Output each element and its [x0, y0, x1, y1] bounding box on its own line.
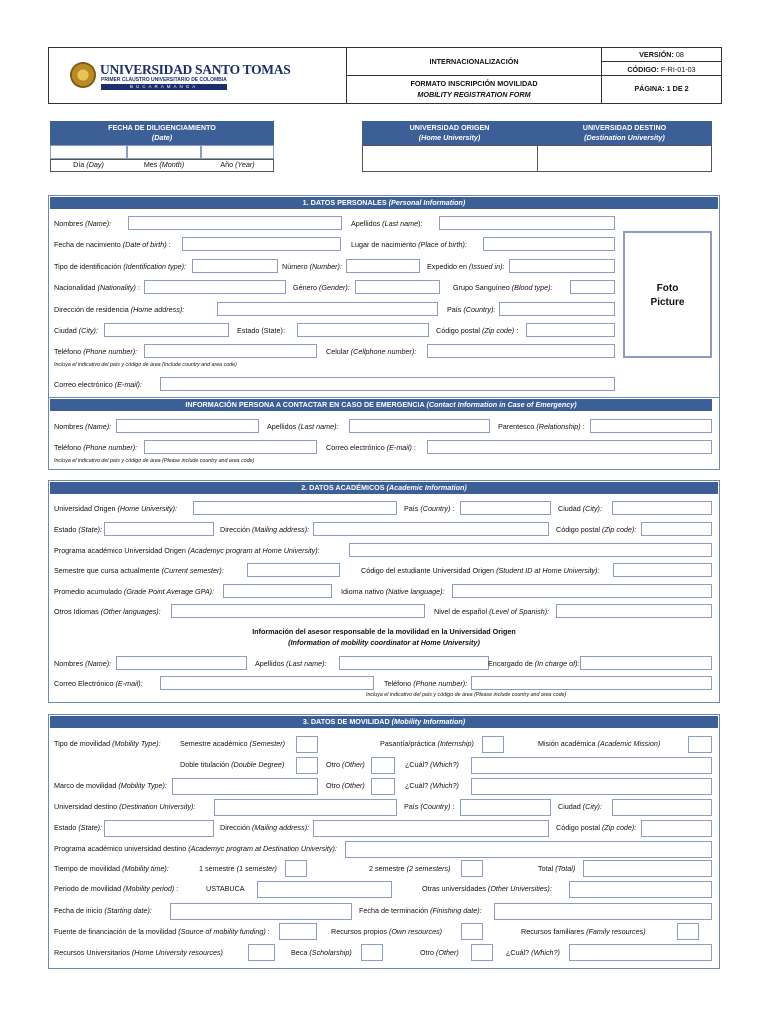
advisor-email-input[interactable] — [160, 676, 374, 690]
mobility-mission-checkbox[interactable] — [688, 736, 712, 753]
mobility-state-input[interactable] — [104, 820, 214, 837]
personal-names-input[interactable] — [128, 216, 342, 230]
date-bar: FECHA DE DILIGENCIAMIENTO (Date) — [50, 121, 274, 145]
personal-country-input[interactable] — [499, 302, 615, 316]
mobility-scholarship-checkbox[interactable] — [361, 944, 383, 961]
mobility-own-checkbox[interactable] — [461, 923, 483, 940]
destination-university-input[interactable] — [537, 145, 712, 172]
mobility-funding-input[interactable] — [279, 923, 317, 940]
destination-university-bar: UNIVERSIDAD DESTINO (Destination University) — [537, 121, 712, 145]
personal-issued-input[interactable] — [509, 259, 615, 273]
mobility-uni-res-checkbox[interactable] — [248, 944, 275, 961]
mobility-funding-other-checkbox[interactable] — [471, 944, 493, 961]
header-form-title: FORMATO INSCRIPCIÓN MOVILIDAD — [410, 79, 538, 88]
mobility-country-input[interactable] — [460, 799, 551, 816]
date-year-label: Año (Year) — [220, 160, 255, 169]
personal-birthplace-input[interactable] — [483, 237, 615, 251]
mobility-double-checkbox[interactable] — [296, 757, 318, 774]
logo-name: UNIVERSIDAD SANTO TOMAS — [100, 62, 291, 77]
logo-sub: PRIMER CLAUSTRO UNIVERSITARIO DE COLOMBIA — [101, 77, 227, 83]
academic-state-input[interactable] — [104, 522, 214, 536]
personal-address-input[interactable] — [217, 302, 438, 316]
mobility-program-input[interactable] — [345, 841, 712, 858]
header-form-title-en: MOBILITY REGISTRATION FORM — [417, 90, 531, 99]
origin-university-input[interactable] — [362, 145, 538, 172]
date-day-label: Día (Day) — [73, 160, 104, 169]
academic-country-input[interactable] — [460, 501, 551, 515]
personal-city-input[interactable] — [104, 323, 229, 337]
emergency-relation-input[interactable] — [590, 419, 712, 433]
personal-idnumber-input[interactable] — [346, 259, 420, 273]
academic-zip-input[interactable] — [641, 522, 712, 536]
emergency-section-title: INFORMACIÓN PERSONA A CONTACTAR EN CASO DE EMERGENCIA (Contact Information in Case of Emergency) — [50, 399, 712, 411]
mobility-semester-checkbox[interactable] — [296, 736, 318, 753]
mobility-one-sem-checkbox[interactable] — [285, 860, 307, 877]
date-month-input[interactable] — [127, 145, 201, 159]
logo-city: BUCARAMANGA — [130, 84, 199, 89]
personal-phone-input[interactable] — [144, 344, 317, 358]
academic-spanish-input[interactable] — [556, 604, 712, 618]
advisor-names-input[interactable] — [116, 656, 247, 670]
academic-semester-input[interactable] — [247, 563, 340, 577]
academic-gpa-input[interactable] — [223, 584, 332, 598]
date-day-input[interactable] — [50, 145, 127, 159]
personal-zip-input[interactable] — [526, 323, 615, 337]
mobility-other-checkbox[interactable] — [371, 757, 395, 774]
personal-idtype-input[interactable] — [192, 259, 278, 273]
header-dept: INTERNACIONALIZACIÓN — [429, 57, 519, 66]
personal-gender-input[interactable] — [355, 280, 440, 294]
mobility-ustabuca-input[interactable] — [257, 881, 392, 898]
personal-nationality-input[interactable] — [144, 280, 286, 294]
personal-section-title: 1. DATOS PERSONALES (Personal Information) — [50, 197, 718, 209]
academic-student-code-input[interactable] — [613, 563, 712, 577]
mobility-section-title: 3. DATOS DE MOVILIDAD (Mobility Information) — [50, 716, 718, 728]
personal-birthdate-input[interactable] — [182, 237, 341, 251]
version: VERSIÓN: 08 — [639, 50, 684, 59]
mobility-other-unis-input[interactable] — [569, 881, 712, 898]
academic-native-input[interactable] — [452, 584, 712, 598]
personal-email-input[interactable] — [160, 377, 615, 391]
mobility-internship-checkbox[interactable] — [482, 736, 504, 753]
university-seal-icon — [70, 62, 96, 88]
emergency-names-input[interactable] — [116, 419, 259, 433]
advisor-surname-input[interactable] — [339, 656, 489, 670]
personal-cell-input[interactable] — [427, 344, 615, 358]
page-number: PÁGINA: 1 DE 2 — [634, 84, 689, 93]
mobility-other-which-input[interactable] — [471, 757, 712, 774]
emergency-phone-input[interactable] — [144, 440, 317, 454]
mobility-frame-other-checkbox[interactable] — [371, 778, 395, 795]
academic-city-input[interactable] — [612, 501, 712, 515]
academic-origin-uni-input[interactable] — [193, 501, 397, 515]
academic-other-lang-input[interactable] — [171, 604, 425, 618]
advisor-in-charge-input[interactable] — [580, 656, 712, 670]
mobility-dest-uni-input[interactable] — [214, 799, 397, 816]
date-month-label: Mes (Month) — [143, 160, 185, 169]
mobility-start-input[interactable] — [170, 903, 352, 920]
advisor-phone-input[interactable] — [471, 676, 712, 690]
academic-program-input[interactable] — [349, 543, 712, 557]
mobility-city-input[interactable] — [612, 799, 712, 816]
personal-surname-input[interactable] — [439, 216, 615, 230]
mobility-zip-input[interactable] — [641, 820, 712, 837]
mobility-frame-which-input[interactable] — [471, 778, 712, 795]
personal-blood-input[interactable] — [570, 280, 615, 294]
date-year-input[interactable] — [201, 145, 274, 159]
mobility-address-input[interactable] — [313, 820, 549, 837]
academic-address-input[interactable] — [313, 522, 549, 536]
origin-university-bar: UNIVERSIDAD ORIGEN (Home University) — [362, 121, 537, 145]
mobility-total-input[interactable] — [583, 860, 712, 877]
emergency-surname-input[interactable] — [349, 419, 490, 433]
mobility-end-input[interactable] — [494, 903, 712, 920]
mobility-two-sem-checkbox[interactable] — [461, 860, 483, 877]
academic-section-title: 2. DATOS ACADÉMICOS (Academic Information) — [50, 482, 718, 494]
emergency-email-input[interactable] — [427, 440, 712, 454]
mobility-family-checkbox[interactable] — [677, 923, 699, 940]
code: CÓDIGO: F-RI-01-03 — [627, 65, 696, 74]
personal-state-input[interactable] — [297, 323, 429, 337]
mobility-frame-input[interactable] — [172, 778, 318, 795]
mobility-funding-which-input[interactable] — [569, 944, 712, 961]
